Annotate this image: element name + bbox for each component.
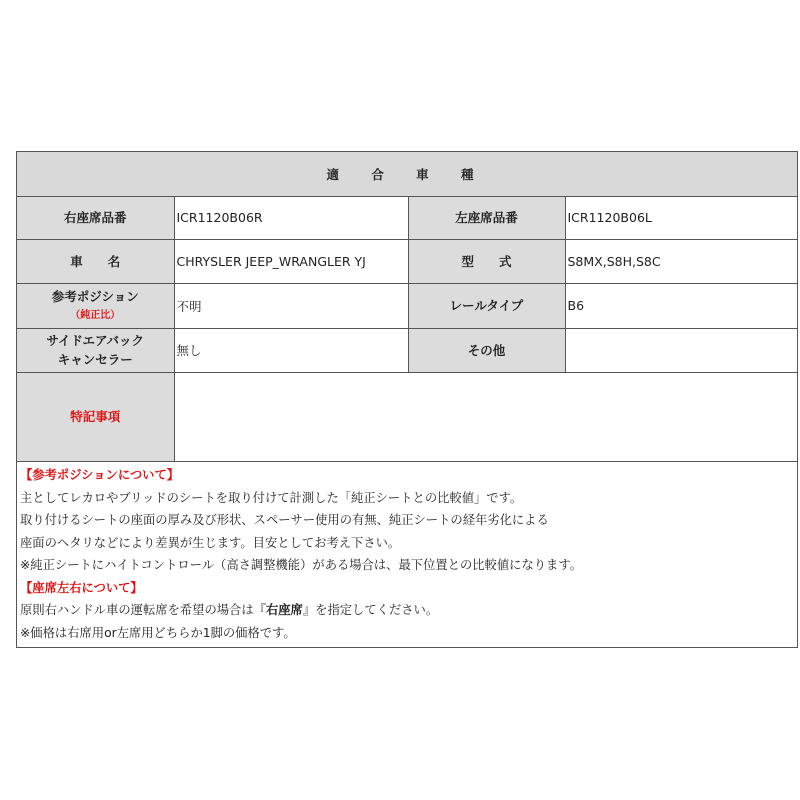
- position-sub-label: （純正比）: [70, 309, 121, 321]
- model-code-label: 型 式: [408, 239, 565, 283]
- special-notes-row: [17, 372, 797, 461]
- left-seat-value: ICR1120B06L: [565, 196, 797, 239]
- right-seat-value: ICR1120B06R: [174, 196, 408, 239]
- airbag-label-line1: サイドエアバック: [46, 333, 145, 348]
- notes-section: [17, 464, 800, 644]
- seat-side-note-heading: 【座席左右について】: [20, 580, 143, 595]
- title-row: [17, 152, 797, 196]
- seat-side-note-bold: 右座席: [265, 603, 303, 617]
- other-label: その他: [408, 328, 565, 372]
- fitment-table: [17, 152, 797, 462]
- rail-type-value: B6: [565, 283, 797, 328]
- car-name-value: CHRYSLER JEEP_WRANGLER YJ: [174, 239, 408, 283]
- airbag-value: 無し: [174, 328, 408, 372]
- model-code-value: S8MX,S8H,S8C: [565, 239, 797, 283]
- special-notes-value: [174, 372, 797, 461]
- left-seat-label: 左座席品番: [408, 196, 565, 239]
- rail-type-label: レールタイプ: [408, 283, 565, 328]
- vehicle-row: [17, 239, 797, 283]
- airbag-label-cell: [17, 328, 174, 372]
- airbag-label-line2: キャンセラー: [57, 352, 133, 367]
- seat-side-note-pre: 原則右ハンドル車の運転席を希望の場合は『: [20, 603, 266, 617]
- fitment-card: [16, 151, 798, 648]
- table-title: 適 合 車 種: [17, 152, 797, 196]
- seat-side-note-post: 』を指定してください。: [302, 603, 439, 617]
- right-seat-label: 右座席品番: [17, 196, 174, 239]
- position-row: [17, 283, 797, 328]
- position-note-line: ※純正シートにハイトコントロール（高さ調整機能）がある場合は、最下位置との比較値になります。: [20, 558, 582, 572]
- part-number-row: [17, 196, 797, 239]
- position-note-line: 取り付けるシートの座面の厚み及び形状、スペーサー使用の有無、純正シートの経年劣化による: [20, 513, 549, 527]
- position-label-cell: [17, 283, 174, 328]
- position-note-line: 主としてレカロやブリッドのシートを取り付けて計測した「純正シートとの比較値」です。: [20, 490, 523, 505]
- position-note-line: 座面のヘタリなどにより差異が生じます。目安としてお考え下さい。: [20, 535, 401, 550]
- airbag-row: [17, 328, 797, 372]
- position-note-heading: 【参考ポジションについて】: [20, 468, 180, 482]
- other-value: [565, 328, 797, 372]
- car-name-label: 車 名: [17, 239, 174, 283]
- seat-side-note-line: [20, 599, 800, 622]
- position-label: 参考ポジション: [51, 288, 139, 304]
- special-notes-label: 特記事項: [17, 372, 174, 461]
- position-value: 不明: [174, 283, 408, 328]
- price-note-line: ※価格は右席用or左席用どちらか1脚の価格です。: [20, 625, 296, 640]
